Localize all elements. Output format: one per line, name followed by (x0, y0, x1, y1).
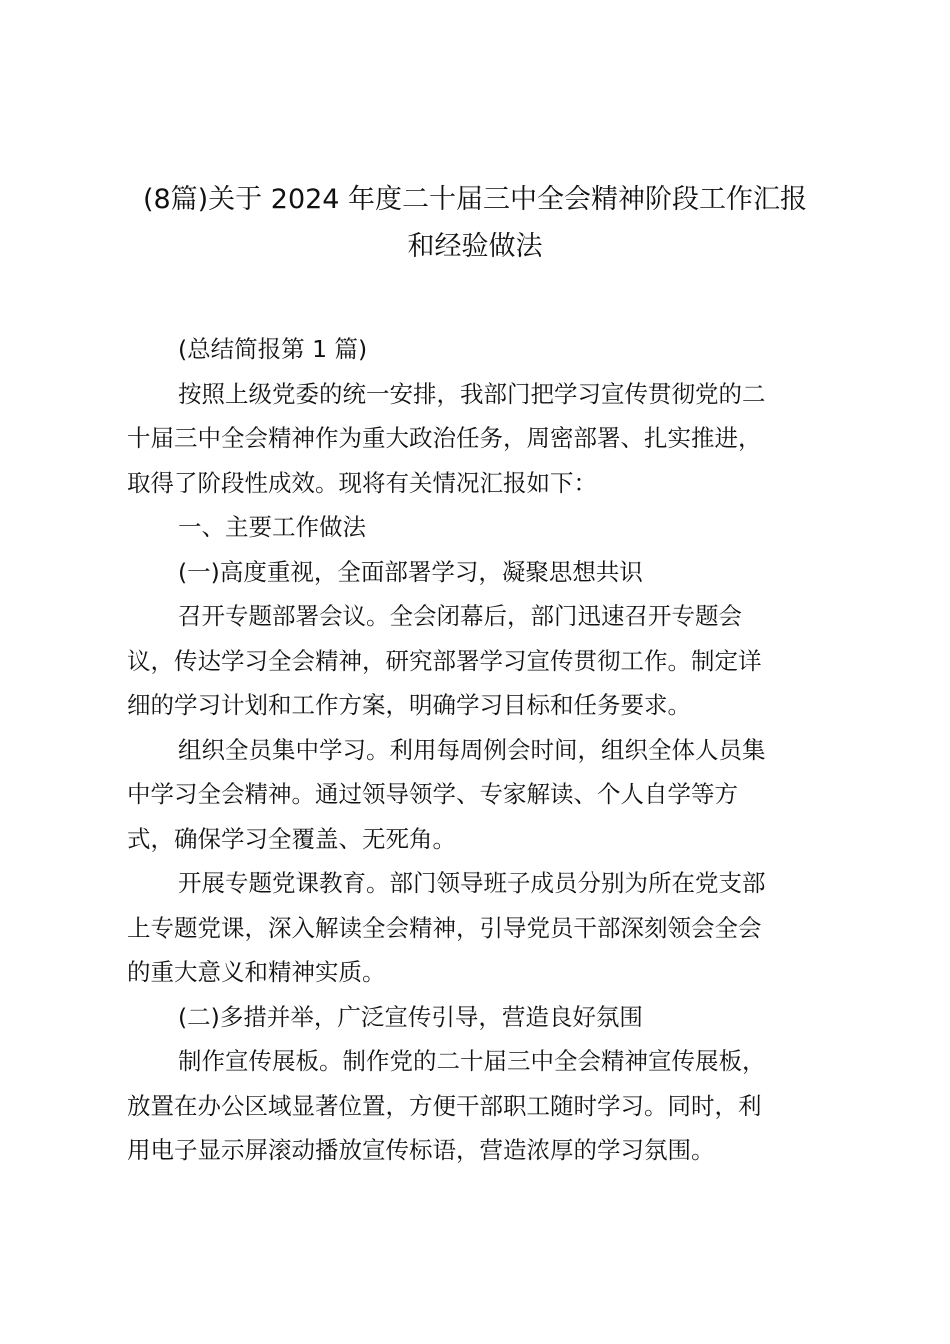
document-title (110, 176, 840, 270)
document-body (127, 327, 827, 1173)
body-line: (一)高度重视，全面部署学习，凝聚思想共识 (178, 557, 643, 586)
body-line: 十届三中全会精神作为重大政治任务，周密部署、扎实推进， (127, 424, 762, 452)
body-line: 用电子显示屏滚动播放宣传标语，营造浓厚的学习氛围。 (127, 1136, 715, 1164)
body-line: 组织全员集中学习。利用每周例会时间，组织全体人员集 (178, 735, 766, 764)
body-line: 式，确保学习全覆盖、无死角。 (127, 824, 456, 853)
body-line: 上专题党课，深入解读全会精神，引导党员干部深刻领会全会 (127, 913, 762, 942)
body-line: 开展专题党课教育。部门领导班子成员分别为所在党支部 (178, 869, 766, 897)
body-line: (总结简报第 1 篇) (178, 335, 368, 363)
body-line: 一、主要工作做法 (178, 513, 366, 541)
body-line: 制作宣传展板。制作党的二十届三中全会精神宣传展板， (178, 1047, 766, 1075)
body-line: 召开专题部署会议。全会闭幕后，部门迅速召开专题会 (178, 602, 742, 630)
title-line-1: (8篇)关于 2024 年度二十届三中全会精神阶段工作汇报 (142, 184, 808, 215)
body-line: 细的学习计划和工作方案，明确学习目标和任务要求。 (127, 691, 691, 719)
body-line: 放置在办公区域显著位置，方便干部职工随时学习。同时，利 (127, 1091, 762, 1120)
body-line: (二)多措并举，广泛宣传引导，营造良好氛围 (178, 1002, 643, 1031)
title-line-2: 和经验做法 (407, 231, 543, 262)
body-line: 取得了阶段性成效。现将有关情况汇报如下： (127, 468, 597, 497)
body-line: 中学习全会精神。通过领导领学、专家解读、个人自学等方 (127, 780, 738, 808)
body-line: 的重大意义和精神实质。 (127, 958, 386, 986)
body-line: 议，传达学习全会精神，研究部署学习宣传贯彻工作。制定详 (127, 646, 762, 675)
body-line: 按照上级党委的统一安排，我部门把学习宣传贯彻党的二 (178, 379, 766, 408)
